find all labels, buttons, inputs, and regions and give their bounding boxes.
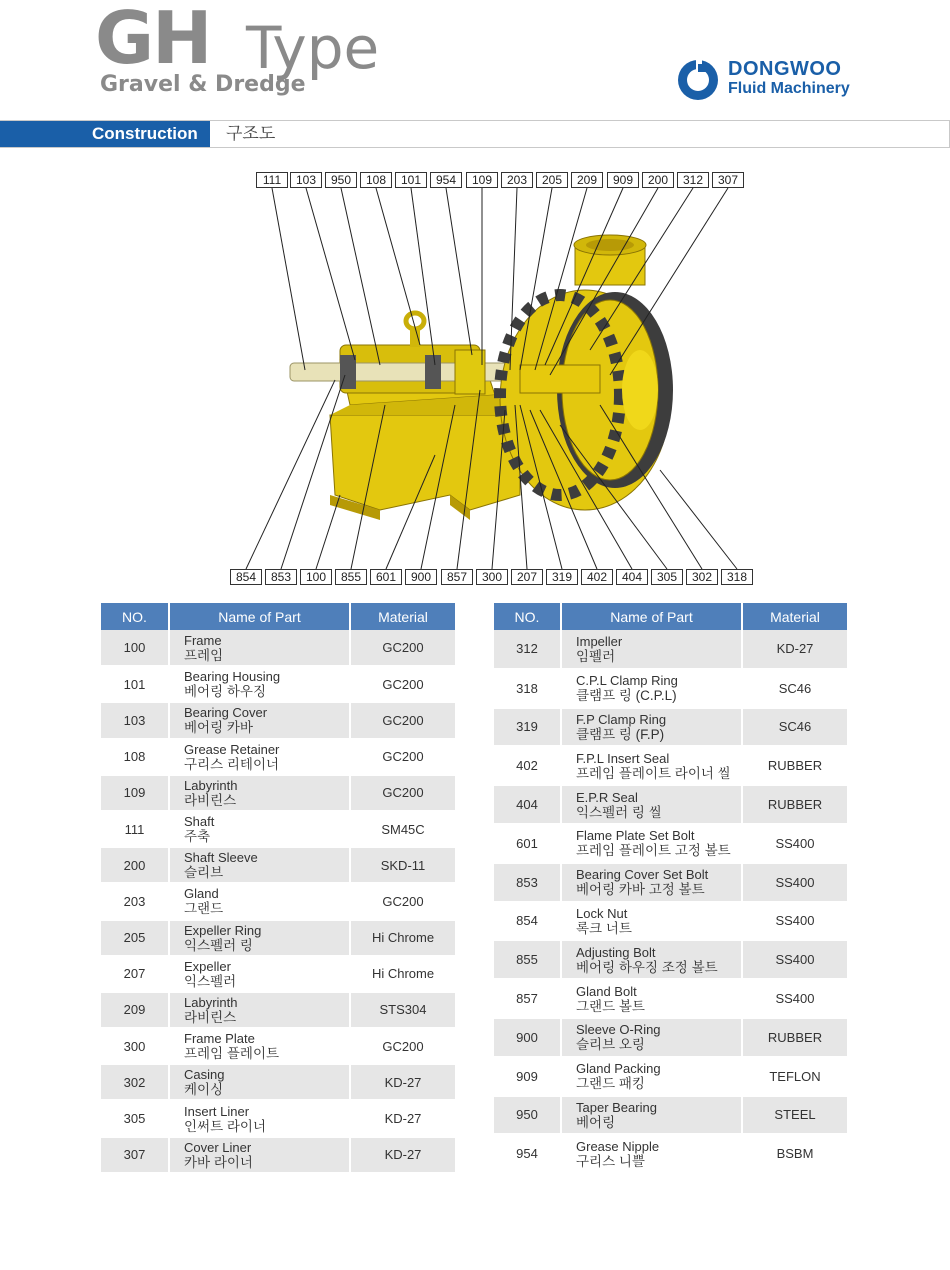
- part-number: 854: [494, 902, 561, 941]
- table-row: [101, 992, 455, 1028]
- part-name-ko: 베어링 하우징: [184, 684, 266, 700]
- part-name-cell: [561, 708, 742, 747]
- callout-label-bottom: 601: [370, 569, 402, 585]
- parts-table-right: [494, 603, 847, 1174]
- part-name-cell: [169, 883, 350, 919]
- part-name-en: Insert Liner: [184, 1103, 250, 1119]
- part-number: 111: [101, 811, 169, 847]
- part-name-cell: [169, 666, 350, 702]
- table-row: [101, 956, 455, 992]
- part-name-ko: 익스펠러: [184, 973, 237, 989]
- part-name-en: Gland Packing: [576, 1061, 661, 1077]
- part-material: KD-27: [350, 1137, 455, 1173]
- part-name-cell: [561, 979, 742, 1018]
- part-material: SC46: [742, 708, 847, 747]
- table-row: [494, 630, 847, 669]
- table-row: [101, 739, 455, 775]
- part-name-cell: [561, 785, 742, 824]
- part-material: SS400: [742, 824, 847, 863]
- callout-label-top: 101: [395, 172, 427, 188]
- callout-label-bottom: 300: [476, 569, 508, 585]
- part-name-cell: [561, 863, 742, 902]
- part-number: 109: [101, 775, 169, 811]
- part-name-ko: 라비린스: [184, 1009, 237, 1025]
- table-row: [101, 1100, 455, 1136]
- part-name-en: Expeller: [184, 958, 231, 974]
- part-name-cell: [169, 1064, 350, 1100]
- brand-name: DONGWOO: [728, 58, 842, 80]
- part-material: STS304: [350, 992, 455, 1028]
- part-name-ko: 슬리브 오링: [576, 1037, 645, 1053]
- part-name-en: Expeller Ring: [184, 922, 262, 938]
- part-material: SS400: [742, 902, 847, 941]
- callout-label-bottom: 402: [581, 569, 613, 585]
- part-material: GC200: [350, 702, 455, 738]
- part-name-ko: 케이싱: [184, 1082, 224, 1098]
- part-number: 302: [101, 1064, 169, 1100]
- title-type: Type: [246, 14, 380, 82]
- part-name-en: Bearing Cover: [184, 705, 268, 721]
- part-name-cell: [561, 902, 742, 941]
- part-number: 307: [101, 1137, 169, 1173]
- table-row: [101, 630, 455, 666]
- part-number: 108: [101, 739, 169, 775]
- table-row: [101, 666, 455, 702]
- part-material: RUBBER: [742, 785, 847, 824]
- page-header: [0, 0, 950, 118]
- callout-label-top: 954: [430, 172, 462, 188]
- part-name-en: Shaft: [184, 814, 215, 830]
- part-material: GC200: [350, 739, 455, 775]
- part-number: 900: [494, 1018, 561, 1057]
- part-number: 312: [494, 630, 561, 669]
- part-name-cell: [169, 630, 350, 666]
- part-material: RUBBER: [742, 1018, 847, 1057]
- leader-line: [446, 188, 472, 355]
- part-number: 101: [101, 666, 169, 702]
- part-name-en: Lock Nut: [576, 905, 628, 921]
- part-name-ko: 그랜드 볼트: [576, 998, 645, 1014]
- pump-cross-section-diagram: [220, 165, 750, 590]
- part-name-ko: 클램프 링 (F.P): [576, 726, 665, 742]
- part-material: SM45C: [350, 811, 455, 847]
- part-name-cell: [169, 992, 350, 1028]
- part-name-en: C.P.L Clamp Ring: [576, 673, 678, 689]
- part-name-ko: 구리스 리테이너: [184, 756, 280, 772]
- part-material: RUBBER: [742, 746, 847, 785]
- part-name-cell: [561, 1057, 742, 1096]
- part-name-cell: [169, 1137, 350, 1173]
- part-name-ko: 익스펠러 링: [184, 937, 253, 953]
- table-header-row: [101, 603, 455, 630]
- part-name-ko: 그랜드 패킹: [576, 1076, 645, 1092]
- part-name-ko: 클램프 링 (C.P.L): [576, 688, 677, 704]
- part-name-ko: 슬리브: [184, 865, 224, 881]
- callout-label-top: 909: [607, 172, 639, 188]
- part-name-cell: [169, 775, 350, 811]
- part-name-ko: 프레임: [184, 647, 224, 663]
- leader-line: [341, 188, 380, 365]
- part-name-en: Taper Bearing: [576, 1099, 657, 1115]
- part-name-ko: 베어링 하우징 조정 볼트: [576, 959, 718, 975]
- callout-label-bottom: 404: [616, 569, 648, 585]
- part-name-en: F.P.L Insert Seal: [576, 750, 670, 766]
- table-row: [101, 883, 455, 919]
- subtitle: Gravel & Dredge: [100, 72, 306, 97]
- part-number: 305: [101, 1100, 169, 1136]
- part-name-ko: 베어링 카바 고정 볼트: [576, 882, 705, 898]
- part-number: 909: [494, 1057, 561, 1096]
- table-row: [101, 702, 455, 738]
- table-row: [101, 775, 455, 811]
- part-name-cell: [169, 702, 350, 738]
- brand-logo: [676, 56, 876, 104]
- table-row: [101, 1028, 455, 1064]
- title-model: GH: [95, 0, 211, 80]
- table-row: [494, 708, 847, 747]
- part-name-en: Shaft Sleeve: [184, 850, 258, 866]
- part-number: 103: [101, 702, 169, 738]
- callout-label-top: 200: [642, 172, 674, 188]
- callout-label-top: 209: [571, 172, 603, 188]
- part-name-en: Impeller: [576, 633, 623, 649]
- part-material: SS400: [742, 863, 847, 902]
- table-row: [494, 902, 847, 941]
- header-material: Material: [350, 603, 455, 630]
- part-name-cell: [561, 1018, 742, 1057]
- part-name-cell: [561, 1096, 742, 1135]
- part-number: 203: [101, 883, 169, 919]
- brand-subtitle: Fluid Machinery: [728, 80, 850, 97]
- dongwoo-logo-icon: [676, 58, 720, 102]
- callout-label-bottom: 207: [511, 569, 543, 585]
- table-row: [494, 940, 847, 979]
- callout-label-top: 111: [256, 172, 288, 188]
- part-material: GC200: [350, 666, 455, 702]
- callout-label-top: 307: [712, 172, 744, 188]
- part-name-cell: [561, 746, 742, 785]
- part-name-ko: 록크 너트: [576, 920, 632, 936]
- table-row: [494, 785, 847, 824]
- part-name-en: Labyrinth: [184, 777, 238, 793]
- part-material: SC46: [742, 669, 847, 708]
- part-number: 601: [494, 824, 561, 863]
- part-material: KD-27: [350, 1064, 455, 1100]
- part-name-cell: [561, 630, 742, 669]
- callout-label-top: 108: [360, 172, 392, 188]
- leader-line: [316, 495, 340, 569]
- part-name-ko: 프레임 플레이트 고정 볼트: [576, 843, 731, 859]
- callout-label-bottom: 854: [230, 569, 262, 585]
- part-name-en: Cover Liner: [184, 1139, 252, 1155]
- section-bar: [0, 120, 950, 148]
- callout-label-top: 203: [501, 172, 533, 188]
- part-name-ko: 라비린스: [184, 792, 237, 808]
- leader-line: [272, 188, 305, 370]
- part-name-en: Frame Plate: [184, 1031, 255, 1047]
- leader-line: [376, 188, 420, 345]
- part-name-ko: 카바 라이너: [184, 1154, 253, 1170]
- part-material: STEEL: [742, 1096, 847, 1135]
- part-name-cell: [169, 739, 350, 775]
- callout-label-top: 950: [325, 172, 357, 188]
- part-name-ko: 베어링: [576, 1114, 616, 1130]
- part-material: Hi Chrome: [350, 920, 455, 956]
- part-number: 404: [494, 785, 561, 824]
- callout-label-top: 109: [466, 172, 498, 188]
- part-name-ko: 구리스 니쁠: [576, 1153, 645, 1169]
- part-name-cell: [169, 1028, 350, 1064]
- part-name-cell: [169, 847, 350, 883]
- part-name-en: Flame Plate Set Bolt: [576, 828, 695, 844]
- part-number: 207: [101, 956, 169, 992]
- part-name-en: F.P Clamp Ring: [576, 711, 667, 727]
- table-header-row: [494, 603, 847, 630]
- part-number: 319: [494, 708, 561, 747]
- part-name-en: Bearing Cover Set Bolt: [576, 867, 709, 883]
- part-number: 853: [494, 863, 561, 902]
- part-number: 950: [494, 1096, 561, 1135]
- leader-line: [306, 188, 355, 360]
- header-no: NO.: [494, 603, 561, 630]
- table-row: [494, 863, 847, 902]
- table-row: [494, 746, 847, 785]
- part-number: 100: [101, 630, 169, 666]
- part-name-en: Grease Retainer: [184, 741, 280, 757]
- part-name-ko: 베어링 카바: [184, 720, 253, 736]
- part-name-en: Adjusting Bolt: [576, 944, 656, 960]
- part-number: 209: [101, 992, 169, 1028]
- callout-label-top: 205: [536, 172, 568, 188]
- part-name-en: E.P.R Seal: [576, 789, 638, 805]
- part-material: SS400: [742, 979, 847, 1018]
- part-name-en: Frame: [184, 632, 222, 648]
- part-name-cell: [169, 1100, 350, 1136]
- parts-table-left: [101, 603, 455, 1174]
- part-name-en: Sleeve O-Ring: [576, 1022, 661, 1038]
- part-name-ko: 임펠러: [576, 648, 616, 664]
- part-name-cell: [561, 824, 742, 863]
- callout-label-bottom: 319: [546, 569, 578, 585]
- part-name-en: Labyrinth: [184, 994, 238, 1010]
- table-row: [494, 1057, 847, 1096]
- part-name-ko: 프레임 플레이트 라이너 씰: [576, 765, 731, 781]
- part-name-en: Gland: [184, 886, 219, 902]
- part-name-cell: [561, 669, 742, 708]
- header-name: Name of Part: [561, 603, 742, 630]
- part-number: 954: [494, 1134, 561, 1173]
- part-number: 402: [494, 746, 561, 785]
- part-name-cell: [561, 940, 742, 979]
- part-material: KD-27: [742, 630, 847, 669]
- callout-label-bottom: 305: [651, 569, 683, 585]
- part-number: 200: [101, 847, 169, 883]
- part-name-en: Casing: [184, 1067, 225, 1083]
- callout-label-bottom: 853: [265, 569, 297, 585]
- part-name-ko: 프레임 플레이트: [184, 1046, 280, 1062]
- header-name: Name of Part: [169, 603, 350, 630]
- part-name-ko: 익스펠러 링 씰: [576, 804, 662, 820]
- callout-label-bottom: 302: [686, 569, 718, 585]
- header-no: NO.: [101, 603, 169, 630]
- part-name-ko: 주축: [184, 829, 211, 845]
- table-row: [494, 979, 847, 1018]
- part-material: BSBM: [742, 1134, 847, 1173]
- part-name-en: Bearing Housing: [184, 669, 281, 685]
- callout-label-bottom: 855: [335, 569, 367, 585]
- section-title-ko: 구조도: [226, 124, 276, 144]
- table-row: [101, 811, 455, 847]
- part-number: 300: [101, 1028, 169, 1064]
- callout-label-top: 103: [290, 172, 322, 188]
- table-row: [494, 1134, 847, 1173]
- callout-label-top: 312: [677, 172, 709, 188]
- part-name-ko: 그랜드: [184, 901, 224, 917]
- pump-casing: [500, 235, 673, 510]
- table-row: [494, 669, 847, 708]
- section-title-en: Construction: [0, 121, 210, 147]
- table-row: [494, 1018, 847, 1057]
- table-row: [494, 1096, 847, 1135]
- part-material: GC200: [350, 883, 455, 919]
- part-name-cell: [169, 956, 350, 992]
- pump-illustration: [220, 165, 750, 590]
- part-number: 205: [101, 920, 169, 956]
- callout-label-bottom: 318: [721, 569, 753, 585]
- table-row: [101, 920, 455, 956]
- part-name-cell: [561, 1134, 742, 1173]
- part-material: GC200: [350, 775, 455, 811]
- part-number: 857: [494, 979, 561, 1018]
- part-material: SS400: [742, 940, 847, 979]
- part-name-cell: [169, 811, 350, 847]
- callout-label-bottom: 100: [300, 569, 332, 585]
- part-name-cell: [169, 920, 350, 956]
- part-material: Hi Chrome: [350, 956, 455, 992]
- table-row: [101, 1137, 455, 1173]
- header-material: Material: [742, 603, 847, 630]
- part-material: GC200: [350, 1028, 455, 1064]
- part-name-ko: 인써트 라이너: [184, 1118, 266, 1134]
- callout-label-bottom: 857: [441, 569, 473, 585]
- part-number: 855: [494, 940, 561, 979]
- part-name-en: Gland Bolt: [576, 983, 637, 999]
- table-row: [101, 847, 455, 883]
- part-material: KD-27: [350, 1100, 455, 1136]
- table-row: [494, 824, 847, 863]
- part-material: SKD-11: [350, 847, 455, 883]
- table-row: [101, 1064, 455, 1100]
- part-material: GC200: [350, 630, 455, 666]
- part-number: 318: [494, 669, 561, 708]
- callout-label-bottom: 900: [405, 569, 437, 585]
- part-material: TEFLON: [742, 1057, 847, 1096]
- part-name-en: Grease Nipple: [576, 1138, 660, 1154]
